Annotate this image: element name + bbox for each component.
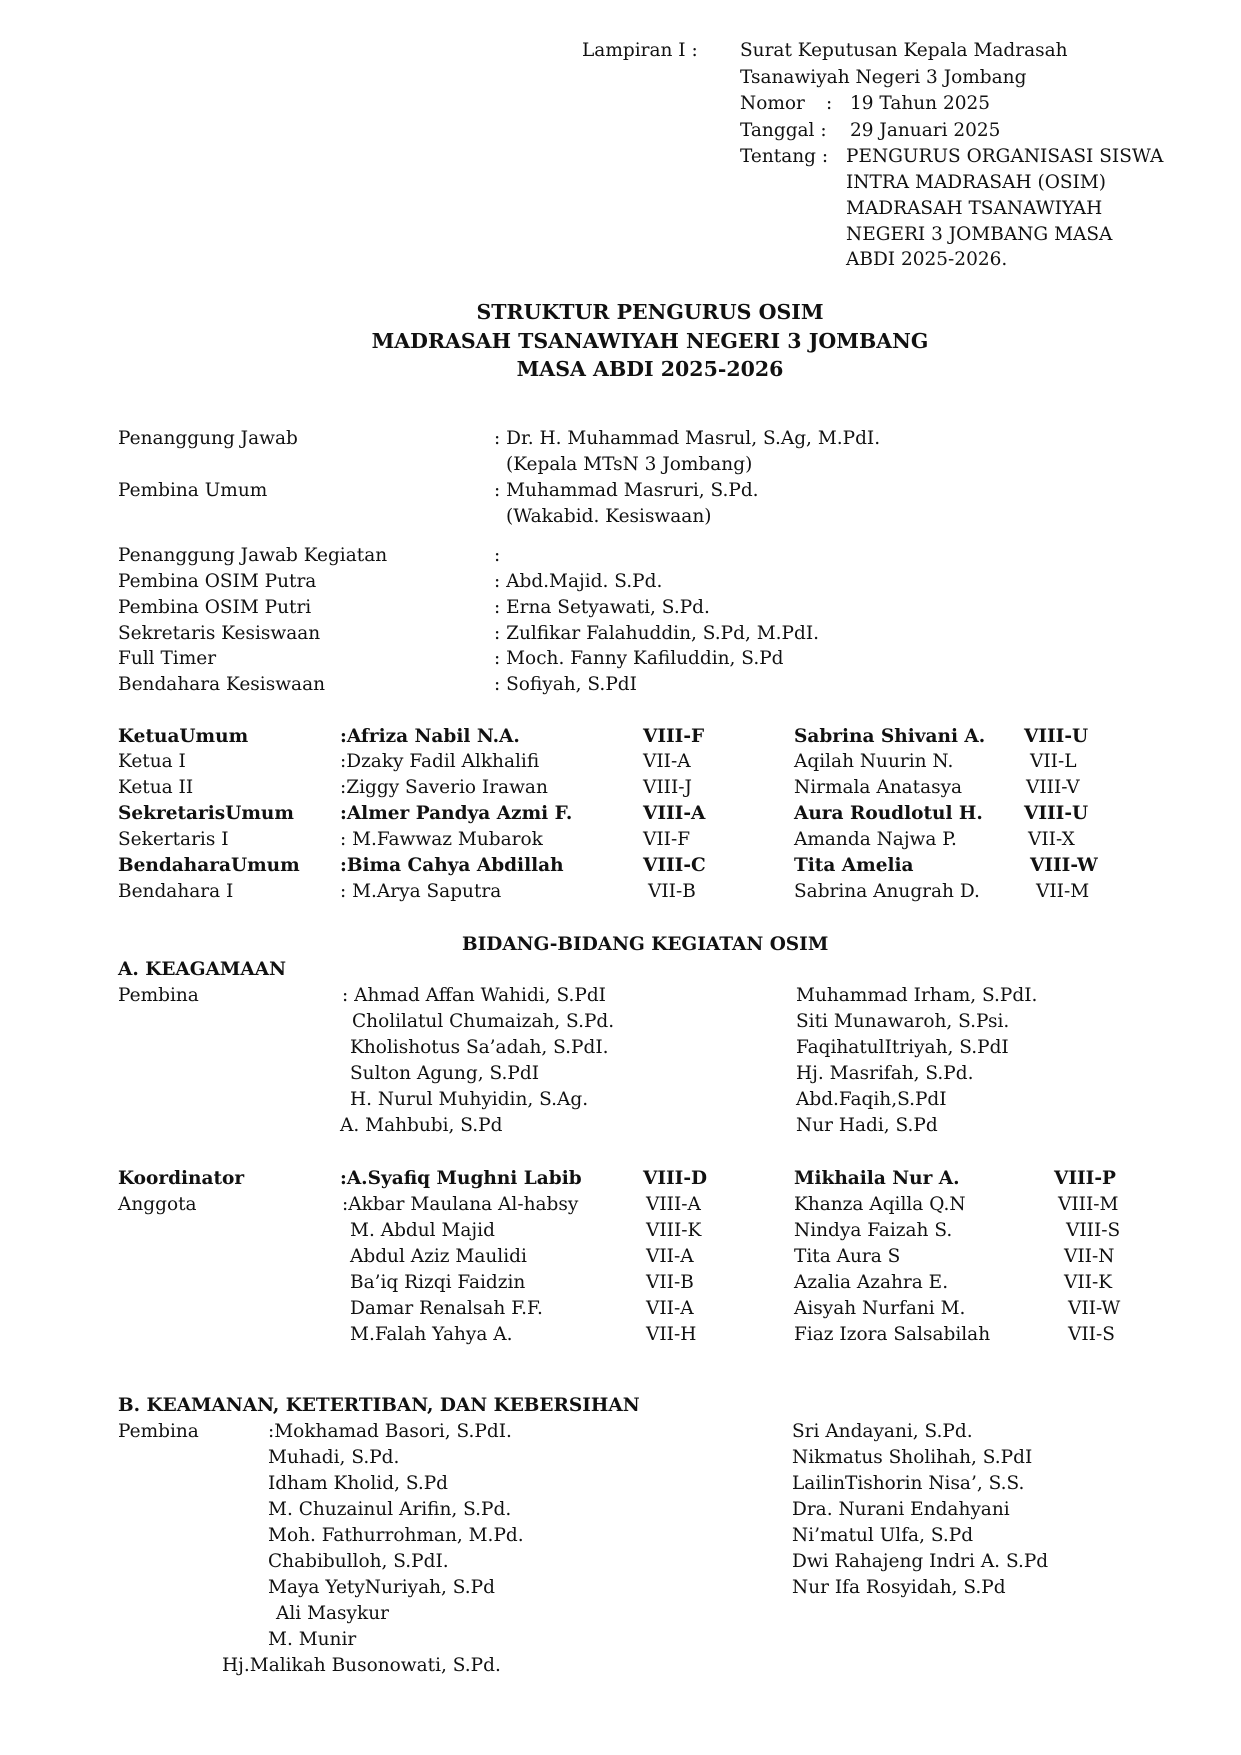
- pembina-value: :: [494, 545, 501, 566]
- anggota-name2: Nindya Faizah S.: [794, 1220, 953, 1241]
- keamanan-pembina-left: :Mokhamad Basori, S.PdI.: [268, 1421, 512, 1442]
- pengurus-kelas2: VII-X: [1028, 829, 1075, 850]
- nomor-colon: :: [826, 93, 833, 114]
- anggota-name: :Akbar Maulana Al-habsy: [342, 1194, 579, 1215]
- section-heading-keamanan: B. KEAMANAN, KETERTIBAN, DAN KEBERSIHAN: [118, 1395, 640, 1416]
- anggota-kelas2: VII-S: [1068, 1324, 1115, 1345]
- anggota-name2: Azalia Azahra E.: [794, 1272, 949, 1293]
- keamanan-pembina-right: Ni’matul Ulfa, S.Pd: [792, 1525, 974, 1546]
- pembina-label: Penanggung Jawab Kegiatan: [118, 545, 388, 566]
- keagamaan-pembina-right: Siti Munawaroh, S.Psi.: [796, 1011, 1010, 1032]
- pembina-label: Full Timer: [118, 648, 217, 669]
- keamanan-pembina-left: Moh. Fathurrohman, M.Pd.: [268, 1525, 524, 1546]
- pengurus-role: Sekertaris I: [118, 829, 229, 850]
- anggota-label: Anggota: [118, 1194, 197, 1215]
- pembina-sub: (Kepala MTsN 3 Jombang): [506, 454, 753, 475]
- pembina-value: : Dr. H. Muhammad Masrul, S.Ag, M.PdI.: [494, 428, 881, 449]
- pengurus-kelas2: VIII-V: [1026, 777, 1080, 798]
- nomor-value: 19 Tahun 2025: [850, 93, 991, 114]
- koordinator-kelas2: VIII-P: [1054, 1168, 1116, 1189]
- keamanan-pembina-right: Dwi Rahajeng Indri A. S.Pd: [792, 1551, 1049, 1572]
- pembina-value: : Muhammad Masruri, S.Pd.: [494, 480, 759, 501]
- tentang-line: ABDI 2025-2026.: [846, 249, 1008, 270]
- keamanan-pembina-label: Pembina: [118, 1421, 199, 1442]
- keagamaan-pembina-label: Pembina: [118, 985, 199, 1006]
- document-title-line1: STRUKTUR PENGURUS OSIM: [476, 300, 824, 324]
- pengurus-role: Ketua I: [118, 751, 186, 772]
- pengurus-kelas2: VII-M: [1036, 881, 1090, 902]
- koordinator-name: :A.Syafiq Mughni Labib: [340, 1168, 582, 1189]
- tanggal-label: Tanggal :: [740, 120, 827, 141]
- anggota-name2: Fiaz Izora Salsabilah: [794, 1324, 991, 1345]
- koordinator-name2: Mikhaila Nur A.: [794, 1168, 960, 1189]
- pengurus-role: KetuaUmum: [118, 726, 249, 747]
- pengurus-role: SekretarisUmum: [118, 803, 294, 824]
- pengurus-kelas2: VIII-U: [1024, 726, 1089, 747]
- pengurus-name2: Sabrina Shivani A.: [794, 726, 986, 747]
- pembina-label: Pembina OSIM Putri: [118, 597, 312, 618]
- pengurus-kelas: VIII-C: [643, 855, 706, 876]
- keagamaan-pembina-right: Abd.Faqih,S.PdI: [796, 1089, 947, 1110]
- pengurus-name: :Dzaky Fadil Alkhalifi: [340, 751, 540, 772]
- pengurus-kelas2: VIII-W: [1030, 855, 1098, 876]
- keagamaan-pembina-left: : Ahmad Affan Wahidi, S.PdI: [342, 985, 606, 1006]
- keagamaan-pembina-right: Nur Hadi, S.Pd: [796, 1115, 938, 1136]
- keamanan-pembina-left: Chabibulloh, S.PdI.: [268, 1551, 449, 1572]
- keagamaan-pembina-left: Cholilatul Chumaizah, S.Pd.: [352, 1011, 615, 1032]
- anggota-kelas: VII-A: [646, 1246, 694, 1267]
- keamanan-pembina-left: Maya YetyNuriyah, S.Pd: [268, 1577, 495, 1598]
- pembina-value: : Erna Setyawati, S.Pd.: [494, 597, 710, 618]
- pengurus-name2: Amanda Najwa P.: [794, 829, 957, 850]
- pembina-label: Pembina Umum: [118, 480, 268, 501]
- anggota-kelas2: VII-K: [1064, 1272, 1113, 1293]
- anggota-name: Abdul Aziz Maulidi: [350, 1246, 527, 1267]
- keagamaan-pembina-left: A. Mahbubi, S.Pd: [340, 1115, 503, 1136]
- keamanan-pembina-left: M. Munir: [268, 1629, 357, 1650]
- anggota-kelas2: VII-N: [1064, 1246, 1115, 1267]
- document-title-line2: MADRASAH TSANAWIYAH NEGERI 3 JOMBANG: [371, 329, 929, 353]
- pengurus-kelas2: VII-L: [1030, 751, 1077, 772]
- pembina-value: : Abd.Majid. S.Pd.: [494, 571, 663, 592]
- tanggal-value: 29 Januari 2025: [850, 120, 1001, 141]
- lampiran-line1: Surat Keputusan Kepala Madrasah: [740, 40, 1068, 61]
- tentang-label: Tentang :: [740, 146, 829, 167]
- keagamaan-pembina-left: H. Nurul Muhyidin, S.Ag.: [350, 1089, 589, 1110]
- koordinator-kelas: VIII-D: [643, 1168, 708, 1189]
- anggota-name: Damar Renalsah F.F.: [350, 1298, 543, 1319]
- anggota-kelas: VIII-K: [646, 1220, 702, 1241]
- anggota-kelas2: VIII-S: [1066, 1220, 1121, 1241]
- keamanan-pembina-right: Nur Ifa Rosyidah, S.Pd: [792, 1577, 1006, 1598]
- pembina-sub: (Wakabid. Kesiswaan): [506, 506, 712, 527]
- pengurus-role: BendaharaUmum: [118, 855, 300, 876]
- tentang-line: MADRASAH TSANAWIYAH: [846, 198, 1103, 219]
- pengurus-role: Ketua II: [118, 777, 194, 798]
- keamanan-pembina-right: Dra. Nurani Endahyani: [792, 1499, 1010, 1520]
- pembina-label: Bendahara Kesiswaan: [118, 674, 326, 695]
- section-heading-keagamaan: A. KEAGAMAAN: [118, 959, 287, 980]
- pembina-label: Penanggung Jawab: [118, 428, 298, 449]
- pengurus-name: :Ziggy Saverio Irawan: [340, 777, 548, 798]
- anggota-kelas: VII-A: [646, 1298, 694, 1319]
- pengurus-kelas: VIII-A: [643, 803, 706, 824]
- keamanan-pembina-left: Idham Kholid, S.Pd: [268, 1473, 449, 1494]
- pembina-value: : Moch. Fanny Kafiluddin, S.Pd: [494, 648, 784, 669]
- anggota-name: Ba’iq Rizqi Faidzin: [350, 1272, 526, 1293]
- keagamaan-pembina-left: Sulton Agung, S.PdI: [350, 1063, 540, 1084]
- pengurus-kelas: VIII-F: [643, 726, 705, 747]
- anggota-name: M.Falah Yahya A.: [350, 1324, 513, 1345]
- keamanan-pembina-right: Nikmatus Sholihah, S.PdI: [792, 1447, 1033, 1468]
- keamanan-pembina-right: Sri Andayani, S.Pd.: [792, 1421, 973, 1442]
- pengurus-name: :Afriza Nabil N.A.: [340, 726, 520, 747]
- pengurus-name: :Bima Cahya Abdillah: [340, 855, 564, 876]
- keagamaan-pembina-right: FaqihatulItriyah, S.PdI: [796, 1037, 1009, 1058]
- keagamaan-pembina-right: Hj. Masrifah, S.Pd.: [796, 1063, 974, 1084]
- pembina-value: : Zulfikar Falahuddin, S.Pd, M.PdI.: [494, 623, 820, 644]
- pengurus-name2: Nirmala Anatasya: [794, 777, 963, 798]
- koordinator-label: Koordinator: [118, 1168, 245, 1189]
- keagamaan-pembina-left: Kholishotus Sa’adah, S.PdI.: [350, 1037, 609, 1058]
- tentang-line: NEGERI 3 JOMBANG MASA: [846, 224, 1113, 245]
- keamanan-pembina-left: Hj.Malikah Busonowati, S.Pd.: [222, 1655, 501, 1676]
- keamanan-pembina-right: LailinTishorin Nisa’, S.S.: [792, 1473, 1025, 1494]
- pengurus-kelas: VIII-J: [643, 777, 692, 798]
- anggota-kelas: VIII-A: [646, 1194, 701, 1215]
- tentang-line: PENGURUS ORGANISASI SISWA: [846, 146, 1164, 167]
- anggota-name: M. Abdul Majid: [350, 1220, 495, 1241]
- pengurus-kelas: VII-A: [643, 751, 691, 772]
- pengurus-kelas: VII-B: [648, 881, 696, 902]
- pengurus-name: : M.Arya Saputra: [340, 881, 502, 902]
- anggota-kelas2: VIII-M: [1058, 1194, 1119, 1215]
- pengurus-name2: Aqilah Nuurin N.: [794, 751, 954, 772]
- pengurus-name2: Tita Amelia: [794, 855, 914, 876]
- keamanan-pembina-left: Ali Masykur: [276, 1603, 389, 1624]
- anggota-name2: Khanza Aqilla Q.N: [794, 1194, 966, 1215]
- lampiran-label: Lampiran I :: [582, 40, 698, 61]
- pengurus-name2: Aura Roudlotul H.: [794, 803, 983, 824]
- anggota-kelas: VII-B: [646, 1272, 694, 1293]
- bidang-heading: BIDANG-BIDANG KEGIATAN OSIM: [462, 934, 829, 955]
- pengurus-role: Bendahara I: [118, 881, 234, 902]
- keamanan-pembina-left: M. Chuzainul Arifin, S.Pd.: [268, 1499, 512, 1520]
- pembina-label: Pembina OSIM Putra: [118, 571, 317, 592]
- anggota-name2: Aisyah Nurfani M.: [794, 1298, 966, 1319]
- pengurus-kelas: VII-F: [643, 829, 691, 850]
- nomor-label: Nomor: [740, 93, 805, 114]
- pembina-value: : Sofiyah, S.PdI: [494, 674, 637, 695]
- pengurus-kelas2: VIII-U: [1024, 803, 1089, 824]
- pengurus-name2: Sabrina Anugrah D.: [794, 881, 980, 902]
- keamanan-pembina-left: Muhadi, S.Pd.: [268, 1447, 400, 1468]
- document-title-line3: MASA ABDI 2025-2026: [516, 357, 784, 381]
- anggota-kelas2: VII-W: [1068, 1298, 1121, 1319]
- pengurus-name: : M.Fawwaz Mubarok: [340, 829, 543, 850]
- keagamaan-pembina-right: Muhammad Irham, S.PdI.: [796, 985, 1038, 1006]
- tentang-line: INTRA MADRASAH (OSIM): [846, 172, 1107, 193]
- lampiran-line2: Tsanawiyah Negeri 3 Jombang: [740, 67, 1027, 88]
- anggota-kelas: VII-H: [646, 1324, 697, 1345]
- pembina-label: Sekretaris Kesiswaan: [118, 623, 321, 644]
- pengurus-name: :Almer Pandya Azmi F.: [340, 803, 573, 824]
- anggota-name2: Tita Aura S: [794, 1246, 901, 1267]
